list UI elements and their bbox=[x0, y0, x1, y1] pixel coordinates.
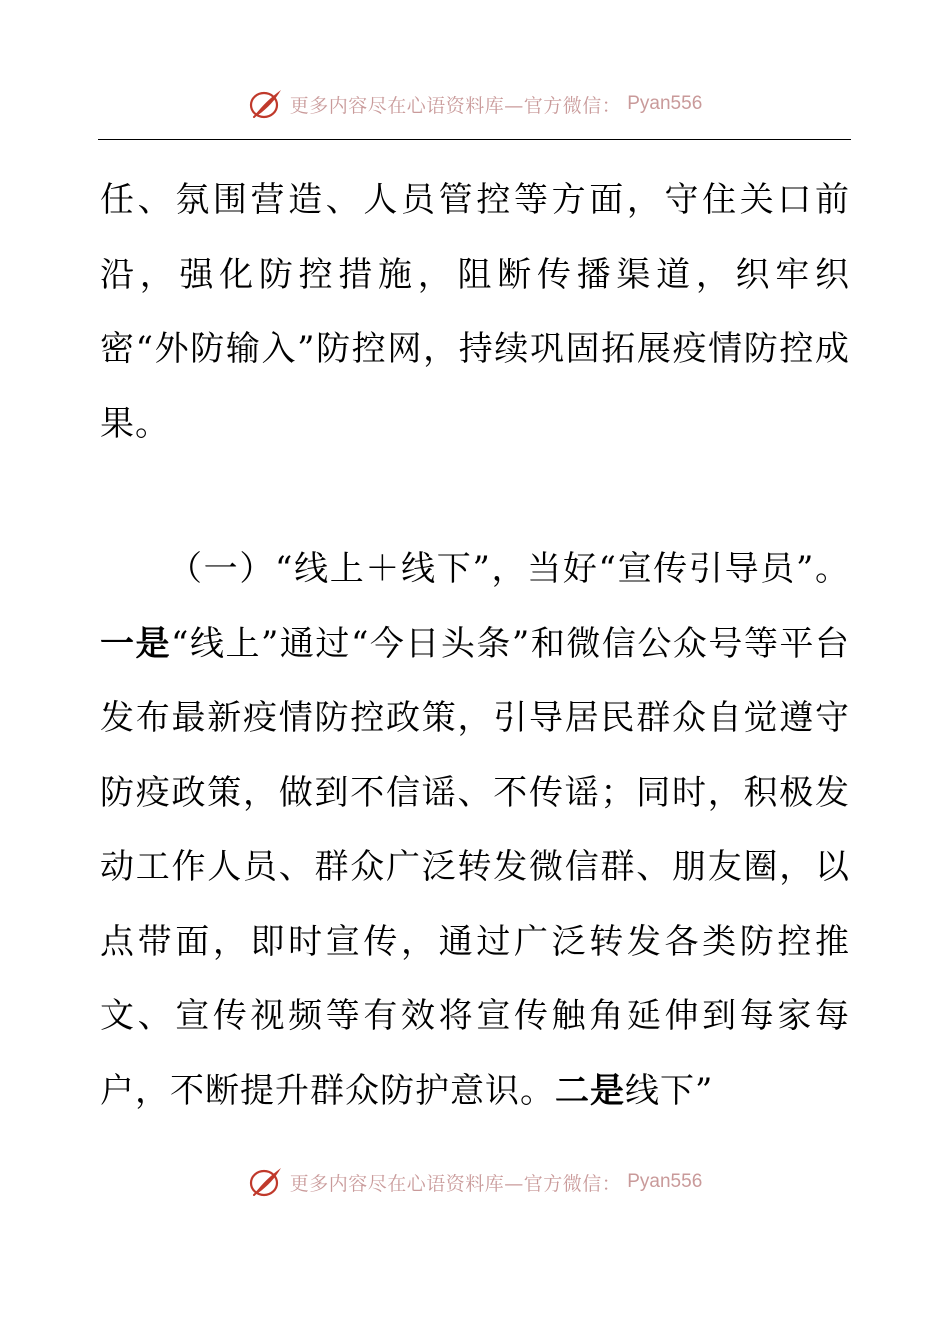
header-divider bbox=[98, 139, 851, 140]
header-slogan: 更多内容尽在心语资料库—官方微信： bbox=[289, 94, 622, 117]
footer-wechat-handle: Pyan556 bbox=[627, 1171, 703, 1192]
paragraph-2-part-3: 线下” bbox=[625, 1070, 714, 1111]
header-wechat-handle: Pyan556 bbox=[627, 93, 703, 114]
quill-pen-logo-icon bbox=[248, 1164, 284, 1200]
header-watermark bbox=[0, 84, 950, 124]
paragraph-2-part-1: （一）“线上＋线下”，当好“宣传引导员”。 bbox=[168, 549, 850, 589]
footer-watermark bbox=[0, 1162, 950, 1202]
paragraph-continuation bbox=[100, 163, 850, 461]
bold-marker-first: 一是 bbox=[100, 623, 172, 664]
bold-marker-second: 二是 bbox=[555, 1070, 625, 1111]
paragraph-section-1 bbox=[100, 532, 850, 1128]
footer-slogan: 更多内容尽在心语资料库—官方微信： bbox=[289, 1172, 622, 1195]
paragraph-2-part-2: “线上”通过“今日头条”和微信公众号等平台发布最新疫情防控政策，引导居民群众自觉遵守防疫政策，做到不信谣、不传谣；同时，积极发动工作人员、群众广泛转发微信群、朋友圈，以点带面，即时宣传，通过广泛转发各类防控推文、宣传视频等有效将宣传触角延伸到每家每户，不断提升群众防护意识。 bbox=[100, 623, 850, 1111]
paragraph-1-text: 任、氛围营造、人员管控等方面，守住关口前沿，强化防控措施，阻断传播渠道，织牢织密“外防输入”防控网，持续巩固拓展疫情防控成果。 bbox=[100, 180, 850, 444]
quill-pen-logo-icon bbox=[248, 86, 284, 122]
